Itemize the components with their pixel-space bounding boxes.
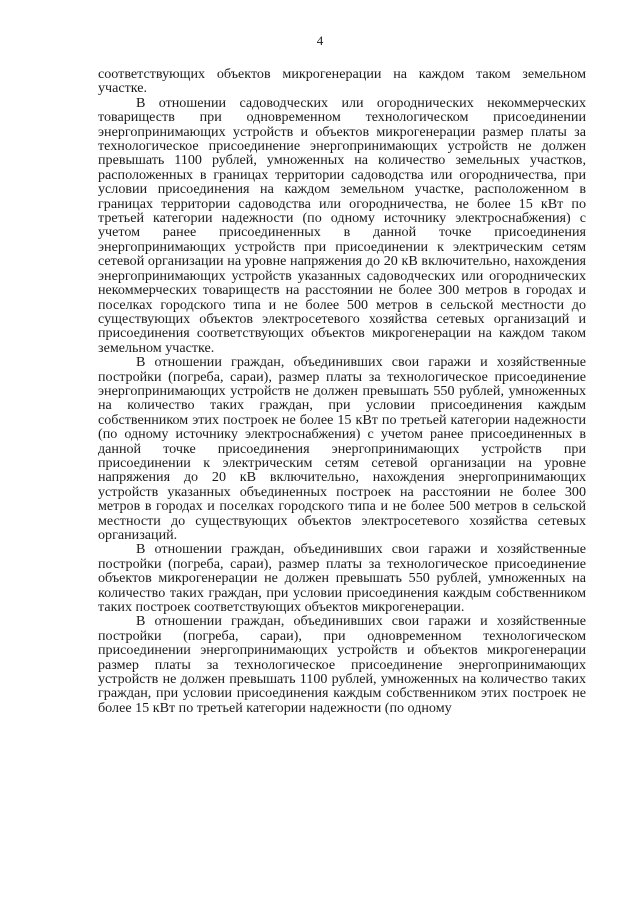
document-body [98,67,586,715]
paragraph-garage-owners-energy: В отношении граждан, объединивших свои гаражи и хозяйственные постройки (погреба, сараи), размер платы за технологическое присоединение энергопринимающих устройств не должен превышать 550 рублей, умноженных на количество таких граждан, при условии присоединения каждым собственником этих построек не более 15 кВт по третьей категории надежности (по одному источнику электроснабжения) с учетом ранее присоединенных в данной точке присоединения энергопринимающих устройств при присоединении к электрическим сетям сетевой организации на уровне напряжения до 20 кВ включительно, нахождения энергопринимающих устройств указанных объединенных построек на расстоянии не более 300 метров в городах и поселках городского типа и не более 500 метров в сельской местности до существующих объектов электросетевого хозяйства сетевых организаций. [98,354,586,543]
paragraph-continuation: соответствующих объектов микрогенерации на каждом таком земельном участке. [98,66,586,97]
paragraph-garage-owners-microgeneration: В отношении граждан, объединивших свои гаражи и хозяйственные постройки (погреба, сараи), размер платы за технологическое присоединение объектов микрогенерации не должен превышать 550 рублей, умноженных на количество таких граждан, при условии присоединения каждым собственником таких построек соответствующих объектов микрогенерации. [98,541,586,616]
page-number: 4 [316,33,324,48]
paragraph-garage-owners-combined: В отношении граждан, объединивших свои гаражи и хозяйственные постройки (погреба, сараи), при одновременном технологическом присоединении энергопринимающих устройств и объектов микрогенерации размер платы за технологическое присоединение энергопринимающих устройств не должен превышать 1100 рублей, умноженных на количество таких граждан, при условии присоединения каждым собственником этих построек не более 15 кВт по третьей категории надежности (по одному [98,613,586,716]
paragraph-gardening-partnerships: В отношении садоводческих или огороднических некоммерческих товариществ при одновременном технологическом присоединении энергопринимающих устройств и объектов микрогенерации размер платы за технологическое присоединение энергопринимающих устройств не должен превышать 1100 рублей, умноженных на количество земельных участков, расположенных в границах территории садоводства или огородничества, при условии присоединения на каждом земельном участке, расположенном в границах территории садоводства или огородничества, не более 15 кВт по третьей категории надежности (по одному источнику электроснабжения) с учетом ранее присоединенных в данной точке присоединения энергопринимающих устройств при присоединении к электрическим сетям сетевой организации на уровне напряжения до 20 кВ включительно, нахождения энергопринимающих устройств указанных садоводческих или огороднических некоммерческих товариществ на расстоянии не более 300 метров в городах и поселках городского типа и не более 500 метров в сельской местности до существующих объектов электросетевого хозяйства сетевых организаций и присоединения соответствующих объектов микрогенерации на каждом таком земельном участке. [98,94,586,356]
